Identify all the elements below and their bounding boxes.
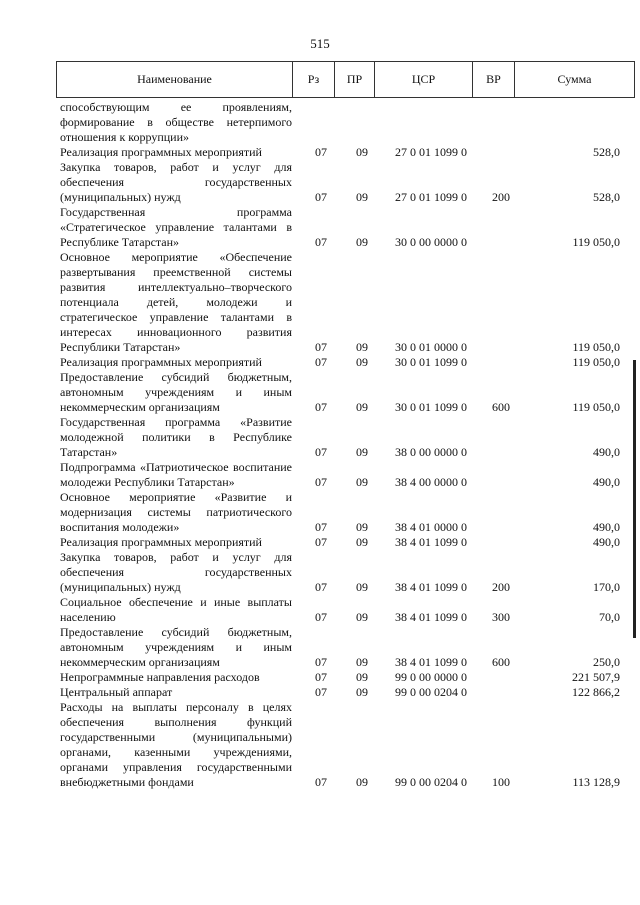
row-csr: 38 4 01 1099 0: [395, 535, 467, 549]
table-row: [60, 355, 620, 370]
row-sum: 490,0: [593, 445, 620, 459]
row-pr: 09: [356, 535, 368, 549]
row-sum: 528,0: [593, 145, 620, 159]
row-name: Центральный аппарат: [60, 685, 173, 699]
row-rz: 07: [315, 580, 327, 594]
row-name: Предоставление субсидий бюджетным, автономным учреждениям и иным некоммерческим организациям: [60, 625, 292, 669]
table-row: [60, 535, 620, 550]
row-csr: 38 4 01 1099 0: [395, 610, 467, 624]
row-csr: 38 4 00 0000 0: [395, 475, 467, 489]
budget-table-body: [60, 100, 620, 790]
row-pr: 09: [356, 475, 368, 489]
row-csr: 30 0 01 0000 0: [395, 340, 467, 354]
row-name: Подпрограмма «Патриотическое воспитание молодежи Республики Татарстан»: [60, 460, 292, 489]
row-name: Непрограммные направления расходов: [60, 670, 260, 684]
row-sum: 113 128,9: [572, 775, 620, 789]
row-name: Социальное обеспечение и иные выплаты населению: [60, 595, 292, 624]
row-sum: 122 866,2: [572, 685, 620, 699]
row-vr: 200: [492, 580, 510, 594]
row-sum: 170,0: [593, 580, 620, 594]
scan-margin-line: [633, 360, 636, 638]
row-sum: 528,0: [593, 190, 620, 204]
row-name: Основное мероприятие «Обеспечение развертывания преемственной системы развития интеллектуально–творческого потенциала детей, молодежи и стратегическое управление талантами в интересах инновационного развития Республики Татарстан»: [60, 250, 292, 354]
row-pr: 09: [356, 235, 368, 249]
row-sum: 70,0: [599, 610, 620, 624]
header-vr: ВР: [473, 62, 515, 97]
row-sum: 119 050,0: [572, 235, 620, 249]
table-row: [60, 670, 620, 685]
row-rz: 07: [315, 340, 327, 354]
row-vr: 600: [492, 400, 510, 414]
table-row: [60, 460, 620, 490]
table-row: [60, 205, 620, 250]
row-csr: 99 0 00 0204 0: [395, 775, 467, 789]
row-name: Расходы на выплаты персоналу в целях обеспечения выполнения функций государственными (муниципальными) органами, казенными учреждениями, органами управления государственными внебюджетными фондами: [60, 700, 292, 789]
row-pr: 09: [356, 145, 368, 159]
row-rz: 07: [315, 400, 327, 414]
header-sum: Сумма: [557, 72, 592, 86]
row-pr: 09: [356, 190, 368, 204]
row-csr: 38 0 00 0000 0: [395, 445, 467, 459]
row-rz: 07: [315, 535, 327, 549]
table-row: [60, 160, 620, 205]
row-rz: 07: [315, 190, 327, 204]
row-csr: 27 0 01 1099 0: [395, 190, 467, 204]
row-csr: 30 0 01 1099 0: [395, 355, 467, 369]
row-sum: 119 050,0: [572, 355, 620, 369]
row-name: способствующим ее проявлениям, формирование в обществе нетерпимого отношения к коррупции»: [60, 100, 292, 144]
row-csr: 30 0 00 0000 0: [395, 235, 467, 249]
row-rz: 07: [315, 445, 327, 459]
row-csr: 38 4 01 0000 0: [395, 520, 467, 534]
header-csr: ЦСР: [375, 62, 473, 97]
row-csr: 30 0 01 1099 0: [395, 400, 467, 414]
row-sum: 490,0: [593, 535, 620, 549]
row-name: Закупка товаров, работ и услуг для обеспечения государственных (муниципальных) нужд: [60, 550, 292, 594]
table-row: [60, 415, 620, 460]
table-row: [60, 700, 620, 790]
row-csr: 99 0 00 0000 0: [395, 670, 467, 684]
row-pr: 09: [356, 340, 368, 354]
table-row: [60, 370, 620, 415]
row-pr: 09: [356, 610, 368, 624]
row-rz: 07: [315, 235, 327, 249]
row-sum: 119 050,0: [572, 400, 620, 414]
row-csr: 99 0 00 0204 0: [395, 685, 467, 699]
row-vr: 300: [492, 610, 510, 624]
row-rz: 07: [315, 610, 327, 624]
row-vr: 200: [492, 190, 510, 204]
row-sum: 119 050,0: [572, 340, 620, 354]
row-rz: 07: [315, 775, 327, 789]
row-name: Государственная программа «Стратегическое управление талантами в Республике Татарстан»: [60, 205, 292, 249]
row-rz: 07: [315, 475, 327, 489]
row-pr: 09: [356, 400, 368, 414]
row-vr: 600: [492, 655, 510, 669]
header-rz: Рз: [293, 62, 335, 97]
table-row: [60, 625, 620, 670]
table-row: [60, 145, 620, 160]
row-rz: 07: [315, 145, 327, 159]
table-row: [60, 595, 620, 625]
row-sum: 490,0: [593, 475, 620, 489]
table-row: [60, 250, 620, 355]
row-rz: 07: [315, 520, 327, 534]
row-pr: 09: [356, 775, 368, 789]
table-row: [60, 100, 620, 145]
row-pr: 09: [356, 670, 368, 684]
row-name: Предоставление субсидий бюджетным, автономным учреждениям и иным некоммерческим организациям: [60, 370, 292, 414]
row-name: Закупка товаров, работ и услуг для обеспечения государственных (муниципальных) нужд: [60, 160, 292, 204]
header-name: Наименование: [57, 62, 293, 97]
row-pr: 09: [356, 355, 368, 369]
table-row: [60, 490, 620, 535]
row-csr: 27 0 01 1099 0: [395, 145, 467, 159]
row-rz: 07: [315, 355, 327, 369]
row-sum: 250,0: [593, 655, 620, 669]
row-name: Реализация программных мероприятий: [60, 355, 262, 369]
row-csr: 38 4 01 1099 0: [395, 580, 467, 594]
row-name: Реализация программных мероприятий: [60, 145, 262, 159]
row-sum: 221 507,9: [572, 670, 620, 684]
row-name: Государственная программа «Развитие молодежной политики в Республике Татарстан»: [60, 415, 292, 459]
row-sum: 490,0: [593, 520, 620, 534]
row-pr: 09: [356, 685, 368, 699]
table-row: [60, 685, 620, 700]
row-rz: 07: [315, 670, 327, 684]
row-name: Основное мероприятие «Развитие и модернизация системы патриотического воспитания молодежи»: [60, 490, 292, 534]
row-rz: 07: [315, 655, 327, 669]
row-name: Реализация программных мероприятий: [60, 535, 262, 549]
header-pr: ПР: [335, 62, 375, 97]
row-csr: 38 4 01 1099 0: [395, 655, 467, 669]
row-pr: 09: [356, 655, 368, 669]
page-number: 515: [310, 36, 330, 51]
row-vr: 100: [492, 775, 510, 789]
row-rz: 07: [315, 685, 327, 699]
table-header: [56, 61, 635, 98]
row-pr: 09: [356, 580, 368, 594]
row-pr: 09: [356, 520, 368, 534]
table-row: [60, 550, 620, 595]
row-pr: 09: [356, 445, 368, 459]
